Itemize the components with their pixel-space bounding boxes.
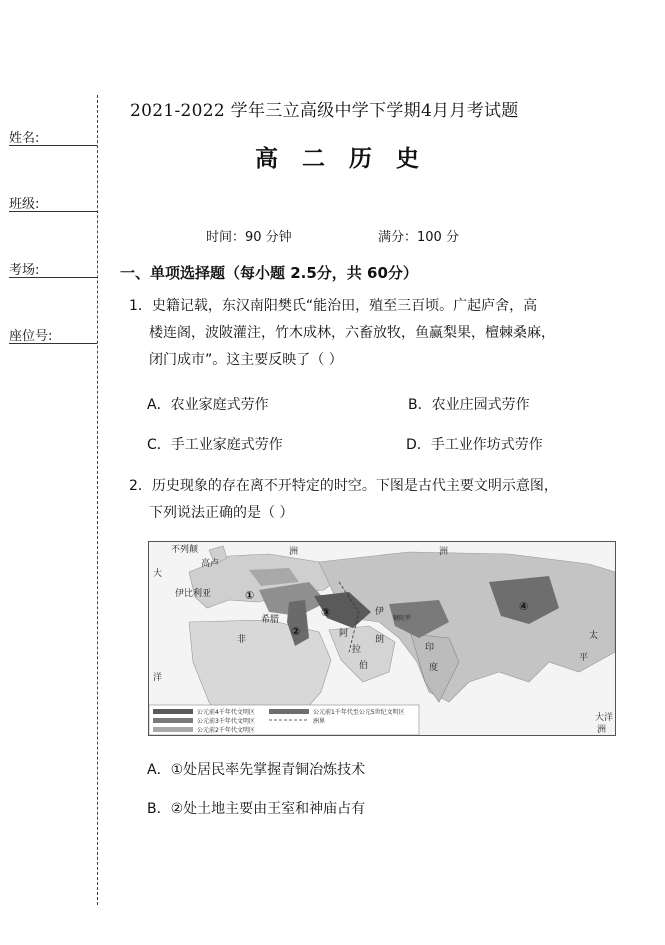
map-marker-4: ④	[519, 600, 529, 613]
legend-2nd-millennium: 公元前2千年代文明区	[197, 727, 255, 734]
seat-underline	[9, 343, 97, 344]
q1-option-d[interactable]: D．手工业作坊式劳作	[406, 437, 543, 453]
map-label-du: 度	[429, 663, 439, 673]
seat-label: 座位号:	[9, 329, 53, 344]
q2-option-b[interactable]: B．②处土地主要由王室和神庙占有	[147, 801, 366, 817]
legend-1st-millennium: 公元前1千年代至公元5世纪文明区	[313, 709, 405, 716]
q1-line-2: 楼连阁，波陂灌注，竹木成林，六畜放牧，鱼赢梨果，檀棘桑麻，	[149, 325, 555, 341]
map-label-yang-left: 洋	[153, 673, 163, 683]
class-underline	[9, 211, 97, 212]
q2-line-2: 下列说法正确的是（ ）	[149, 505, 294, 521]
q1-option-a[interactable]: A．农业家庭式劳作	[147, 397, 269, 413]
section-heading: 一、单项选择题（每小题 2.5分，共 60分）	[120, 264, 418, 282]
map-label-ping: 平	[579, 653, 589, 663]
map-label-bo: 伯	[359, 661, 369, 671]
civilization-map	[148, 541, 616, 736]
map-label-yibili: 伊比利亚	[175, 589, 212, 599]
exam-subject: 高 二 历 史	[255, 145, 428, 172]
map-graphic	[149, 542, 615, 735]
room-field[interactable]	[9, 259, 39, 278]
map-marker-3: ③	[321, 606, 331, 619]
map-label-xila: 希腊	[261, 615, 280, 625]
map-label-a: 阿	[339, 629, 349, 639]
exam-title: 2021-2022 学年三立高级中学下学期4月月考试题	[130, 101, 519, 121]
map-label-zhou-top2: 洲	[439, 547, 449, 557]
q2-line-1: 2．历史现象的存在离不开特定的时空。下图是古代主要文明示意图，	[129, 478, 558, 494]
room-underline	[9, 277, 97, 278]
room-label: 考场:	[9, 263, 40, 278]
legend-3rd-millennium: 公元前3千年代文明区	[197, 718, 255, 725]
q1-option-c[interactable]: C．手工业家庭式劳作	[147, 437, 283, 453]
map-label-zhou-top1: 洲	[289, 547, 299, 557]
class-field[interactable]	[9, 193, 39, 212]
map-label-gaolu: 高卢	[201, 559, 220, 569]
name-label: 姓名:	[9, 131, 40, 146]
map-label-dayang: 大洋	[595, 713, 614, 723]
map-label-la: 拉	[352, 645, 362, 655]
map-marker-1: ①	[245, 589, 255, 602]
map-label-fei: 非	[237, 635, 247, 645]
name-underline	[9, 145, 97, 146]
map-label-tai: 太	[589, 631, 599, 641]
exam-time: 时间：90 分钟	[206, 230, 292, 245]
q1-line-1: 1．史籍记载，东汉南阳樊氏“能治田，殖至三百顷。广起庐舍，高	[129, 298, 538, 314]
map-label-yin: 印	[425, 643, 435, 653]
q1-line-3: 闭门成市”。这主要反映了（ ）	[149, 352, 343, 368]
question-1	[129, 293, 555, 374]
seat-field[interactable]	[9, 325, 52, 344]
exam-score: 满分：100 分	[378, 230, 459, 245]
legend-4th-millennium: 公元前4千年代文明区	[197, 709, 255, 716]
map-label-yilang: 伊	[375, 607, 385, 617]
map-label-zhou-br: 洲	[597, 725, 607, 735]
q1-option-b[interactable]: B．农业庄园式劳作	[408, 397, 530, 413]
question-2	[129, 473, 558, 527]
map-label-lang: 朗	[375, 635, 385, 645]
map-label-gandhara: 犍陀罗	[393, 615, 412, 622]
binding-line	[97, 95, 98, 905]
map-label-da-left: 大	[153, 569, 163, 579]
class-label: 班级:	[9, 197, 40, 212]
legend-continent-border: 洲界	[313, 718, 326, 725]
map-label-bulie: 不列颠	[171, 545, 199, 555]
name-field[interactable]	[9, 127, 39, 146]
map-marker-2: ②	[291, 625, 301, 638]
q2-option-a[interactable]: A．①处居民率先掌握青铜冶炼技术	[147, 762, 366, 778]
